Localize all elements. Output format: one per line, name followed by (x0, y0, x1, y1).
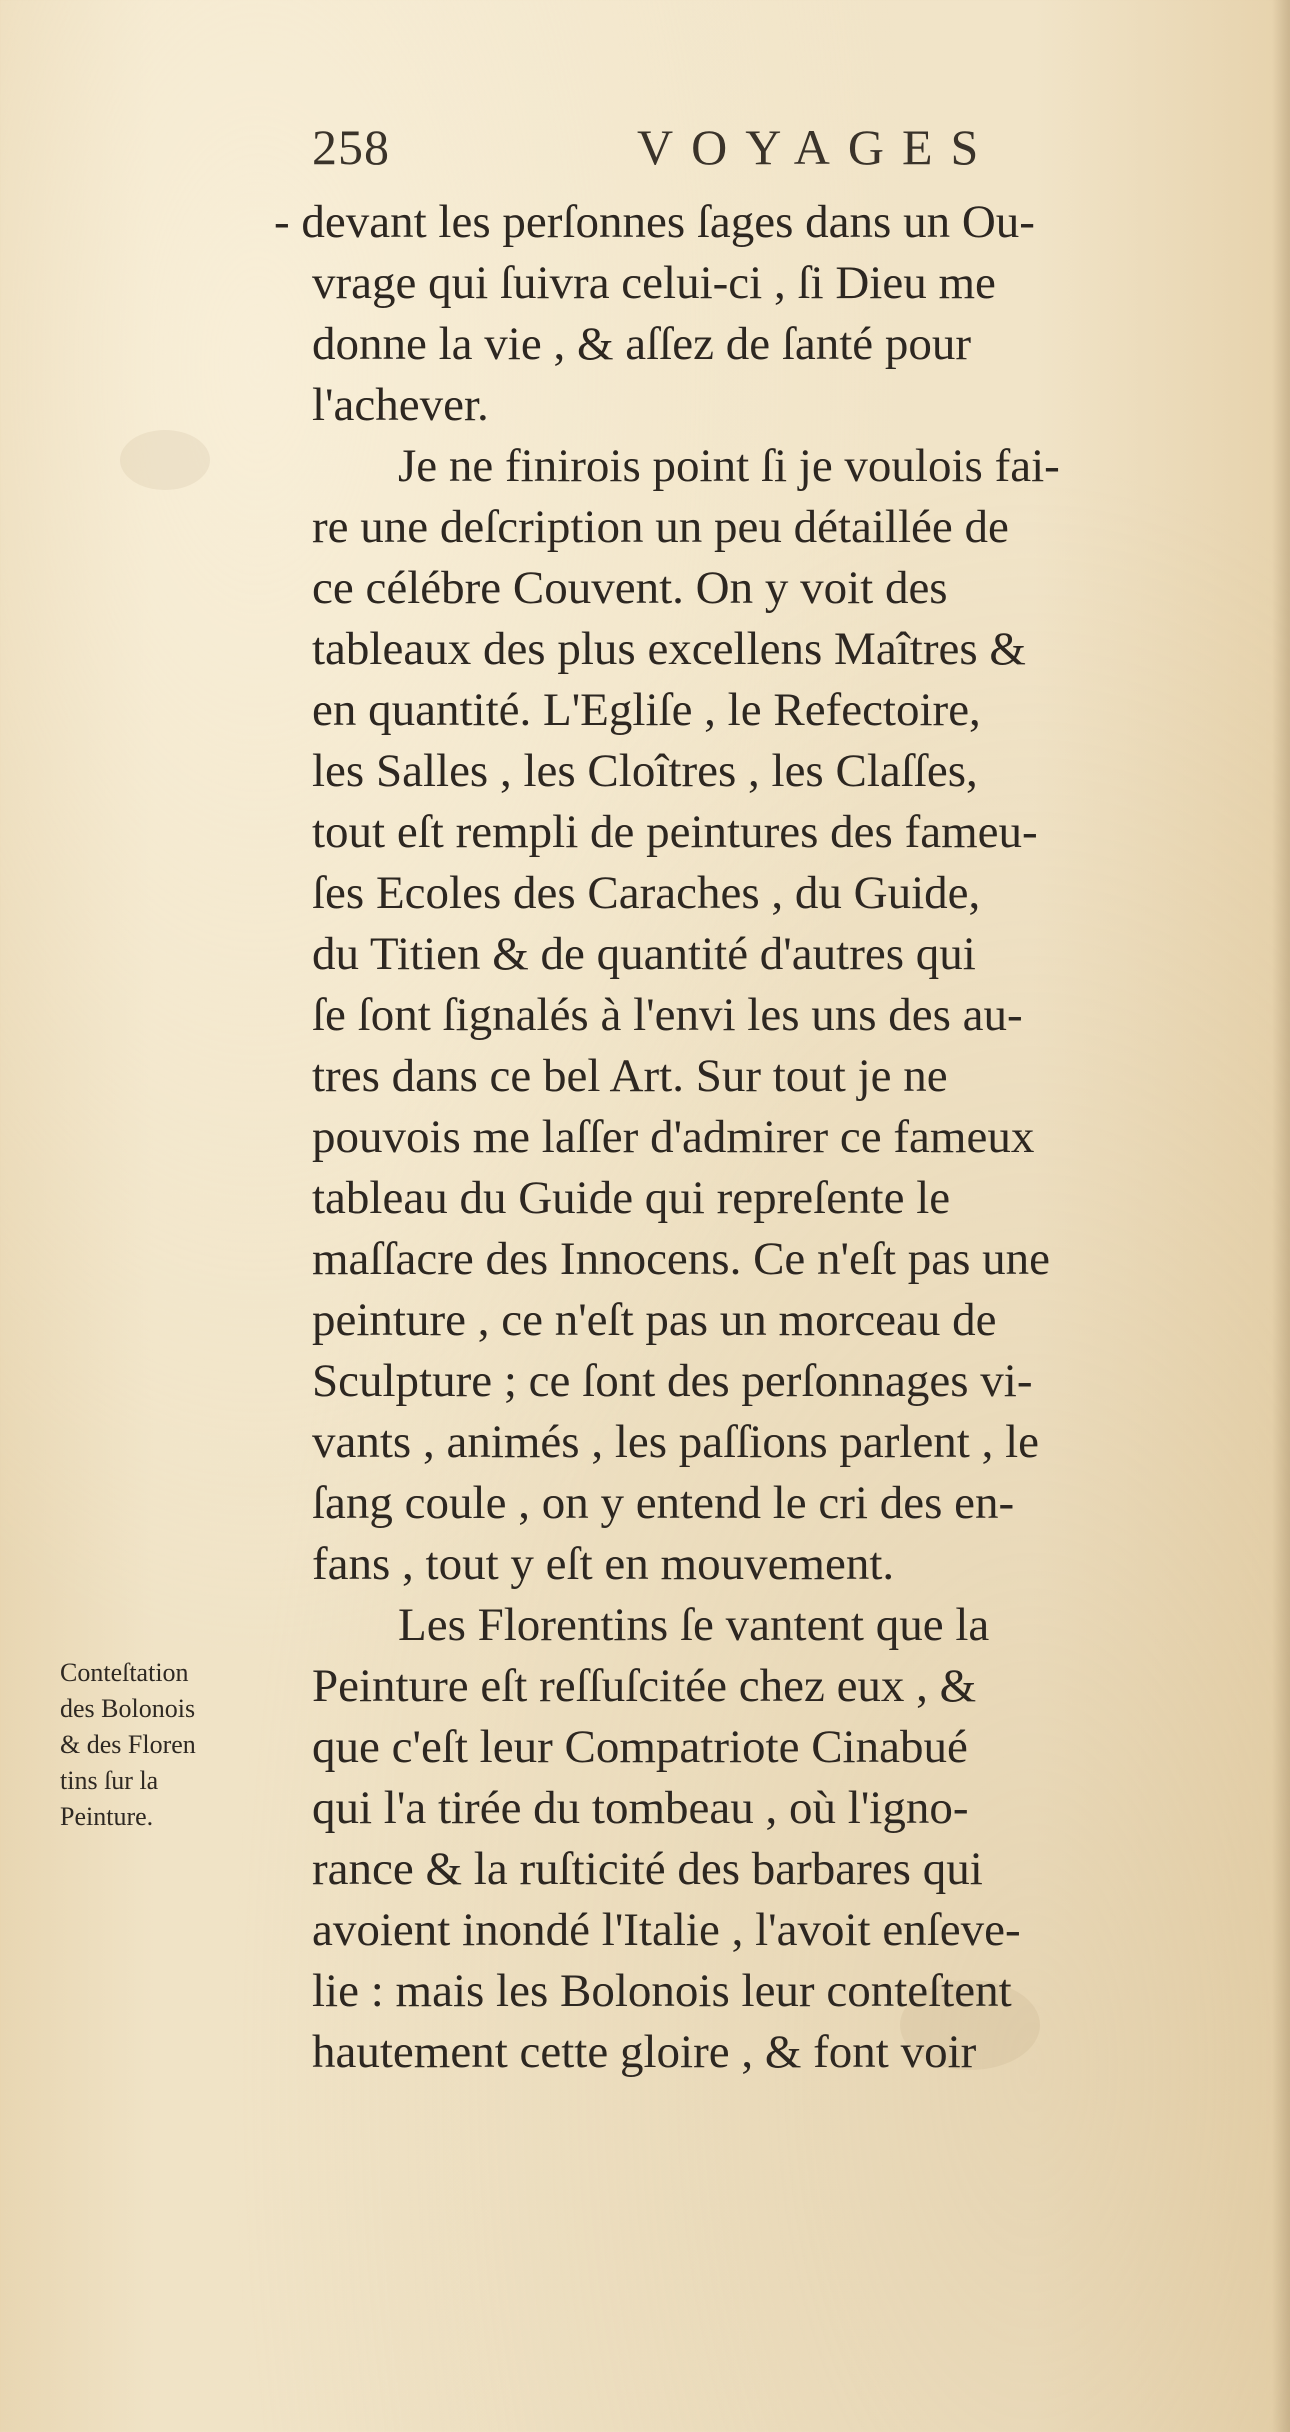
text-line: avoient inondé l'Italie , l'avoit enſeve- (312, 1904, 1021, 1956)
page-header (312, 118, 1032, 188)
text-line: l'achever. (312, 379, 489, 431)
text-line: hautement cette gloire , & font voir (312, 2026, 977, 2078)
margin-note-line: tins ſur la (60, 1766, 159, 1795)
text-line: en quantité. L'Egliſe , le Refectoire, (312, 684, 981, 736)
text-line: tres dans ce bel Art. Sur tout je ne (312, 1050, 948, 1102)
text-line: rance & la ruſticité des barbares qui (312, 1843, 983, 1895)
margin-note (60, 1655, 310, 1835)
page-number: 258 (312, 119, 390, 175)
text-line: vants , animés , les paſſions parlent , le (312, 1416, 1040, 1468)
text-line: maſſacre des Innocens. Ce n'eſt pas une (312, 1233, 1051, 1285)
text-line: tout eſt rempli de peintures des fameu- (312, 806, 1038, 858)
text-line: ſe ſont ſignalés à l'envi les uns des au- (312, 989, 1023, 1041)
text-line: que c'eſt leur Compatriote Cinabué (312, 1721, 968, 1773)
text-line: peinture , ce n'eſt pas un morceau de (312, 1294, 997, 1346)
margin-note-line: Conteſtation (60, 1658, 189, 1687)
text-line: lie : mais les Bolonois leur conteſtent (312, 1965, 1012, 2017)
text-line: ce célébre Couvent. On y voit des (312, 562, 948, 614)
text-line: Peinture eſt reſſuſcitée chez eux , & (312, 1660, 977, 1712)
text-line: tableau du Guide qui repreſente le (312, 1172, 951, 1224)
text-line: du Titien & de quantité d'autres qui (312, 928, 976, 980)
paper-stain (120, 430, 210, 490)
text-line: qui l'a tirée du tombeau , où l'igno- (312, 1782, 969, 1834)
body-text (274, 192, 1290, 2083)
text-line: re une deſcription un peu détaillée de (312, 501, 1009, 553)
text-line: - devant les perſonnes ſages dans un Ou- (274, 196, 1035, 248)
running-title: VOYAGES (637, 119, 997, 175)
text-line: Sculpture ; ce ſont des perſonnages vi- (312, 1355, 1033, 1407)
text-line: Je ne finirois point ſi je voulois fai- (398, 440, 1060, 492)
margin-note-line: & des Floren (60, 1730, 196, 1759)
text-line: ſes Ecoles des Caraches , du Guide, (312, 867, 981, 919)
text-line: ſang coule , on y entend le cri des en- (312, 1477, 1015, 1529)
text-line: tableaux des plus excellens Maîtres & (312, 623, 1026, 675)
margin-note-line: des Bolonois (60, 1694, 196, 1723)
text-line: fans , tout y eſt en mouvement. (312, 1538, 895, 1590)
text-line: les Salles , les Cloîtres , les Claſſes, (312, 745, 978, 797)
text-line: Les Florentins ſe vantent que la (398, 1599, 990, 1651)
text-line: pouvois me laſſer d'admirer ce fameux (312, 1111, 1035, 1163)
margin-note-line: Peinture. (60, 1802, 154, 1831)
text-line: vrage qui ſuivra celui-ci , ſi Dieu me (312, 257, 996, 309)
text-line: donne la vie , & aſſez de ſanté pour (312, 318, 972, 370)
